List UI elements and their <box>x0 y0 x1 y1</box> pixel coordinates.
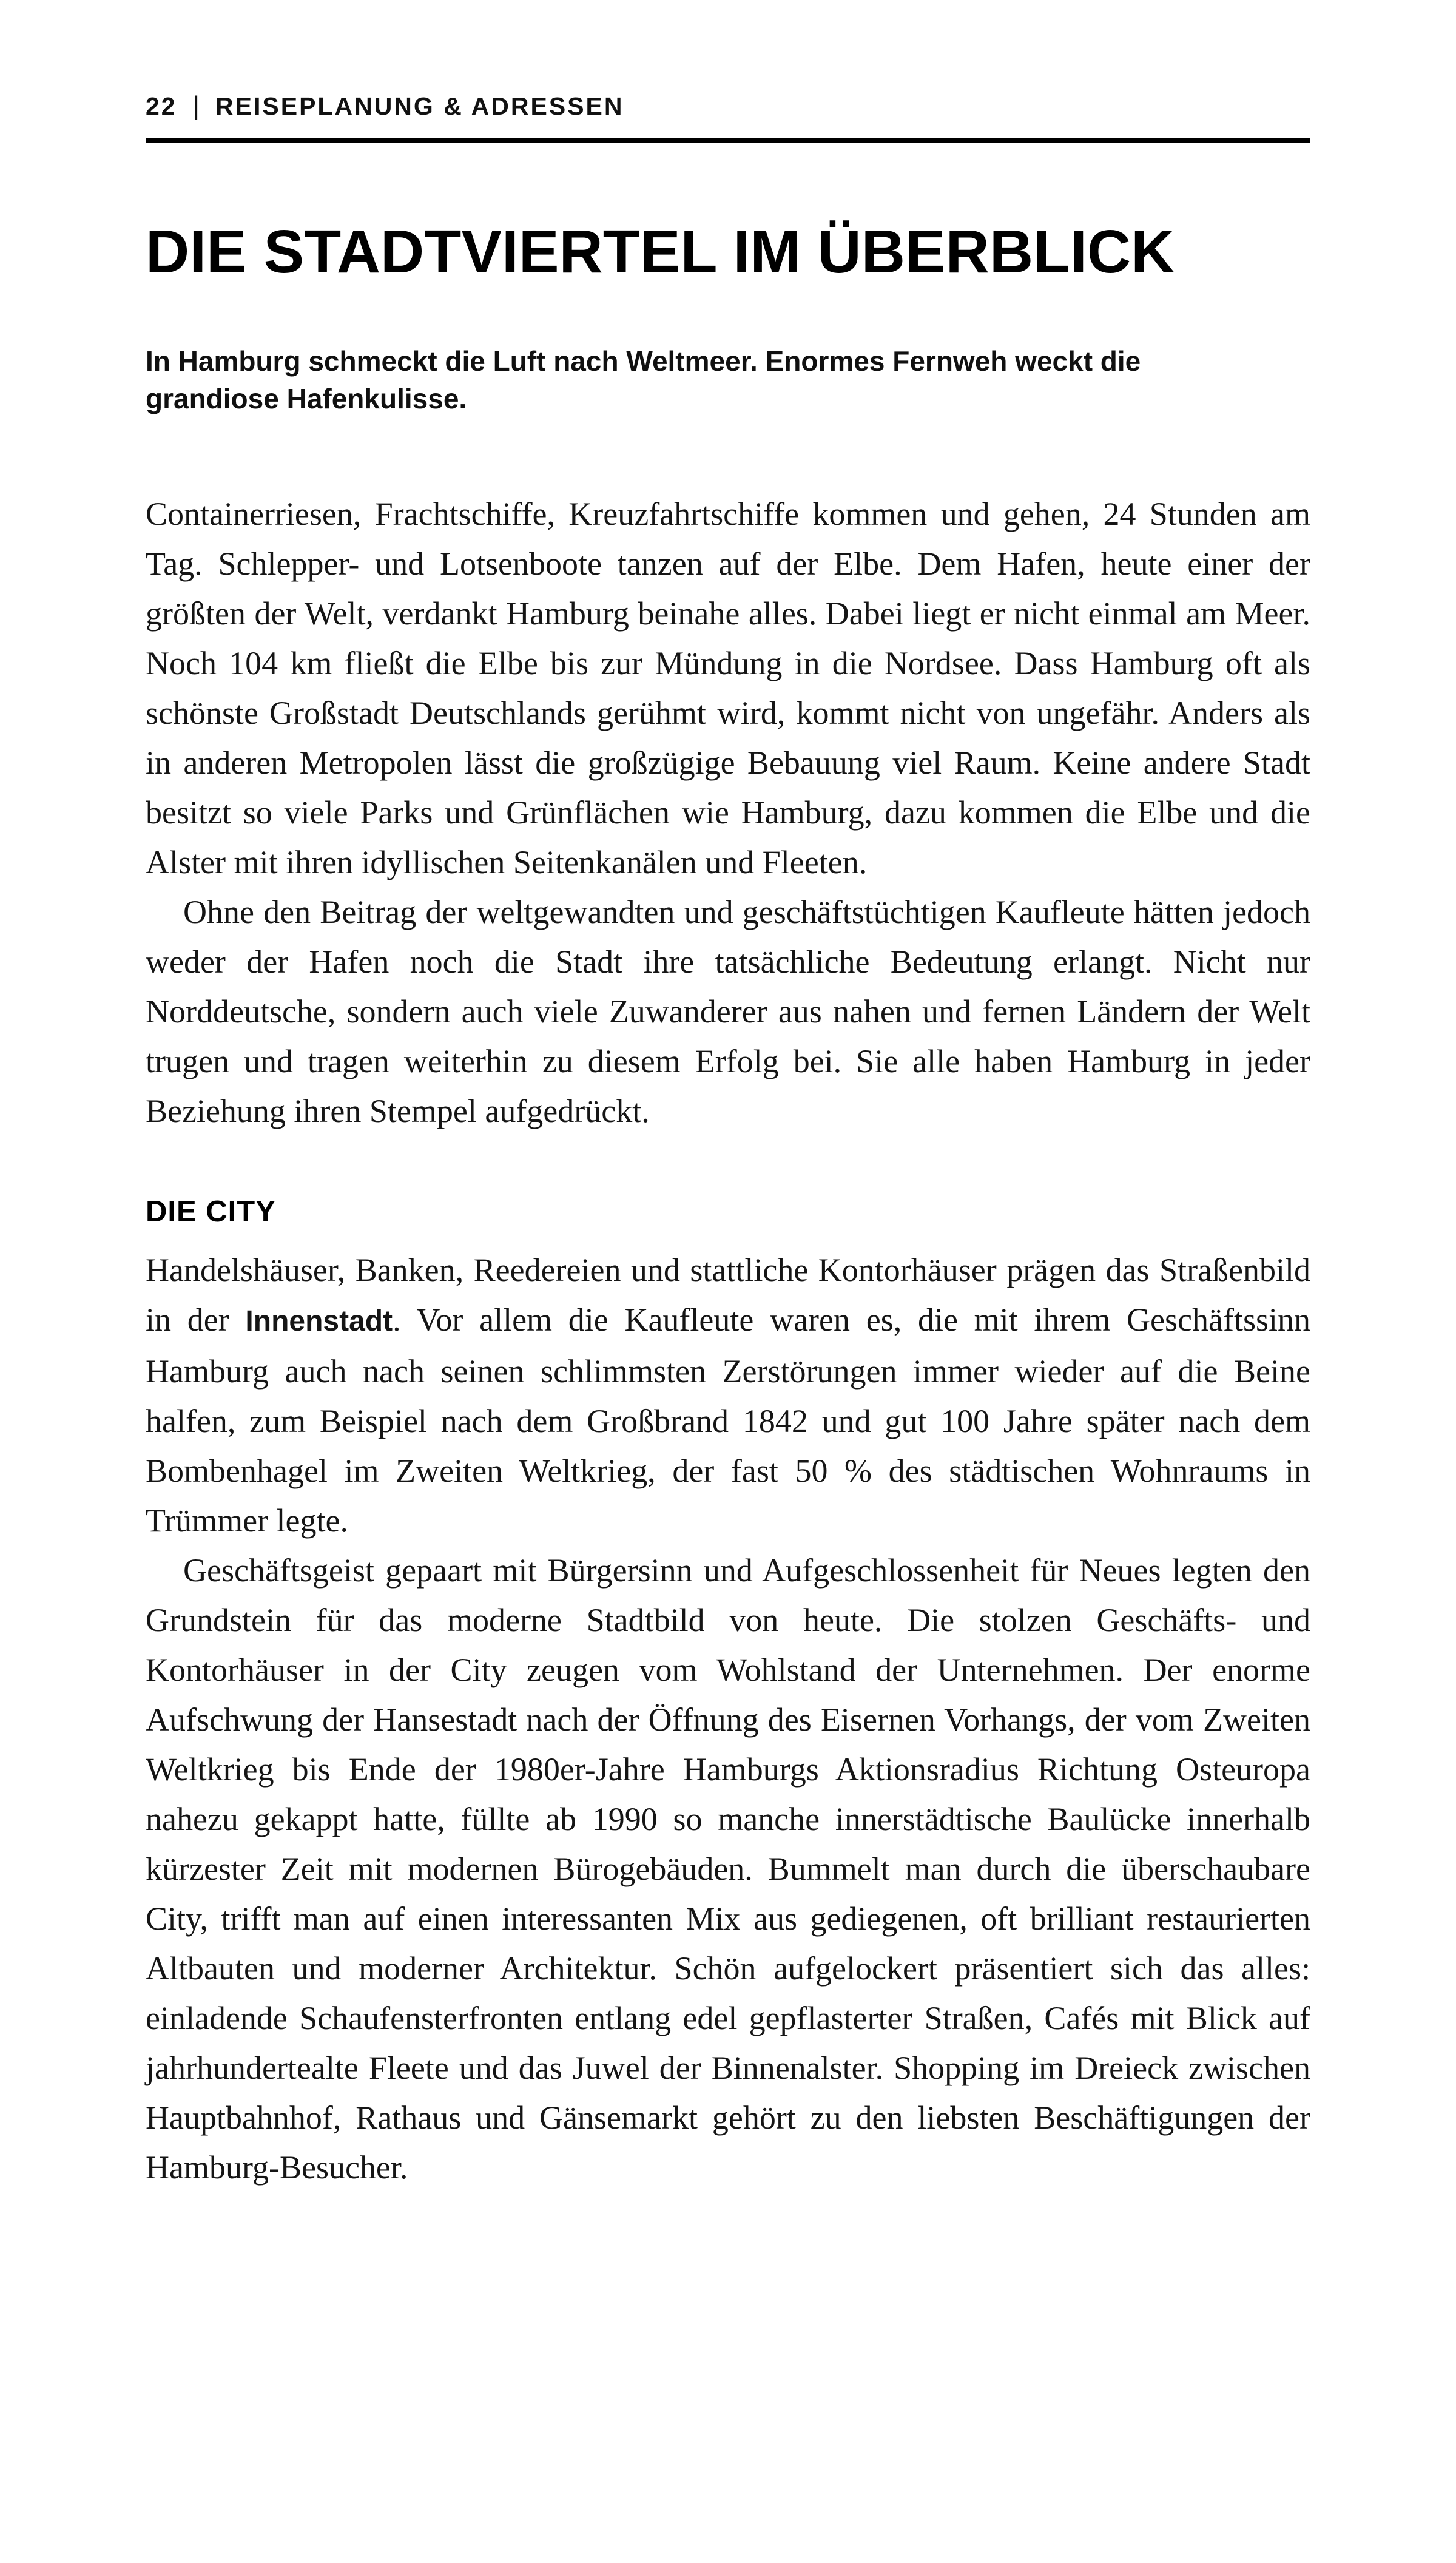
body-paragraph-3 <box>146 1245 1310 1545</box>
page-number: 22 <box>146 92 177 120</box>
lead-paragraph: In Hamburg schmeckt die Luft nach Weltmeer. Enormes Fernweh weckt die grandiose Hafenkulisse. <box>146 345 1141 414</box>
section-title: REISEPLANUNG & ADRESSEN <box>215 92 624 120</box>
body-paragraph-2: Ohne den Beitrag der weltgewandten und geschäftstüchtigen Kaufleute hätten jedoch weder der Hafen noch die Stadt ihre tatsächliche Bedeutung erlangt. Nicht nur Norddeutsche, sondern auch viele Zuwanderer aus nahen und fernen Ländern der Welt trugen und tragen weiterhin zu diesem Erfolg bei. Sie alle haben Hamburg in jeder Beziehung ihren Stempel aufgedrückt. <box>146 894 1310 1129</box>
running-head <box>146 91 1310 121</box>
article-body <box>146 489 1310 2192</box>
highlighted-term-innenstadt: Innenstadt <box>245 1305 393 1337</box>
body-paragraph-1: Containerriesen, Frachtschiffe, Kreuzfahrtschiffe kommen und gehen, 24 Stunden am Tag. Schlepper- und Lotsenboote tanzen auf der Elbe. Dem Hafen, heute einer der größten der Welt, verdankt Hamburg beinahe alles. Dabei liegt er nicht einmal am Meer. Noch 104 km fließt die Elbe bis zur Mündung in die Nordsee. Dass Hamburg oft als schönste Großstadt Deutschlands gerühmt wird, kommt nicht von ungefähr. Anders als in anderen Metropolen lässt die großzügige Bebauung viel Raum. Keine andere Stadt besitzt so viele Parks und Grünflächen wie Hamburg, dazu kommen die Elbe und die Alster mit ihren idyllischen Seitenkanälen und Fleeten. <box>146 496 1310 880</box>
paragraph-3-text-after: . Vor allem die Kaufleute waren es, die mit ihrem Geschäftssinn Hamburg auch nach seinen schlimmsten Zerstörungen immer wieder auf die Beine halfen, zum Beispiel nach dem Großbrand 1842 und gut 100 Jahre später nach dem Bombenhagel im Zweiten Weltkrieg, der fast 50 % des städtischen Wohnraums in Trümmer legte. <box>146 1302 1310 1539</box>
paragraph-3-text-before: Handelshäuser, Banken, Reedereien und stattliche Kontorhäuser prägen das Straßenbild in der <box>146 1252 1310 1338</box>
header-separator: | <box>192 91 200 121</box>
page-title: DIE STADTVIERTEL IM ÜBERBLICK <box>146 218 1175 286</box>
header-rule <box>146 138 1310 143</box>
body-paragraph-4: Geschäftsgeist gepaart mit Bürgersinn und Aufgeschlossenheit für Neues legten den Grundstein für das moderne Stadtbild von heute. Die stolzen Geschäfts- und Kontorhäuser in der City zeugen vom Wohlstand der Unternehmen. Der enorme Aufschwung der Hansestadt nach der Öffnung des Eisernen Vorhangs, der vom Zweiten Weltkrieg bis Ende der 1980er-Jahre Hamburgs Aktionsradius Richtung Osteuropa nahezu gekappt hatte, füllte ab 1990 so manche innerstädtische Baulücke innerhalb kürzester Zeit mit modernen Bürogebäuden. Bummelt man durch die überschaubare City, trifft man auf einen interessanten Mix aus gediegenen, oft brilliant restaurierten Altbauten und moderner Architektur. Schön aufgelockert präsentiert sich das alles: einladende Schaufensterfronten entlang edel gepflasterter Straßen, Cafés mit Blick auf jahrhundertealte Fleete und das Juwel der Binnenalster. Shopping im Dreieck zwischen Hauptbahnhof, Rathaus und Gänsemarkt gehört zu den liebsten Beschäftigungen der Hamburg-Besucher. <box>146 1552 1310 2186</box>
subheading-die-city: DIE CITY <box>146 1195 276 1228</box>
